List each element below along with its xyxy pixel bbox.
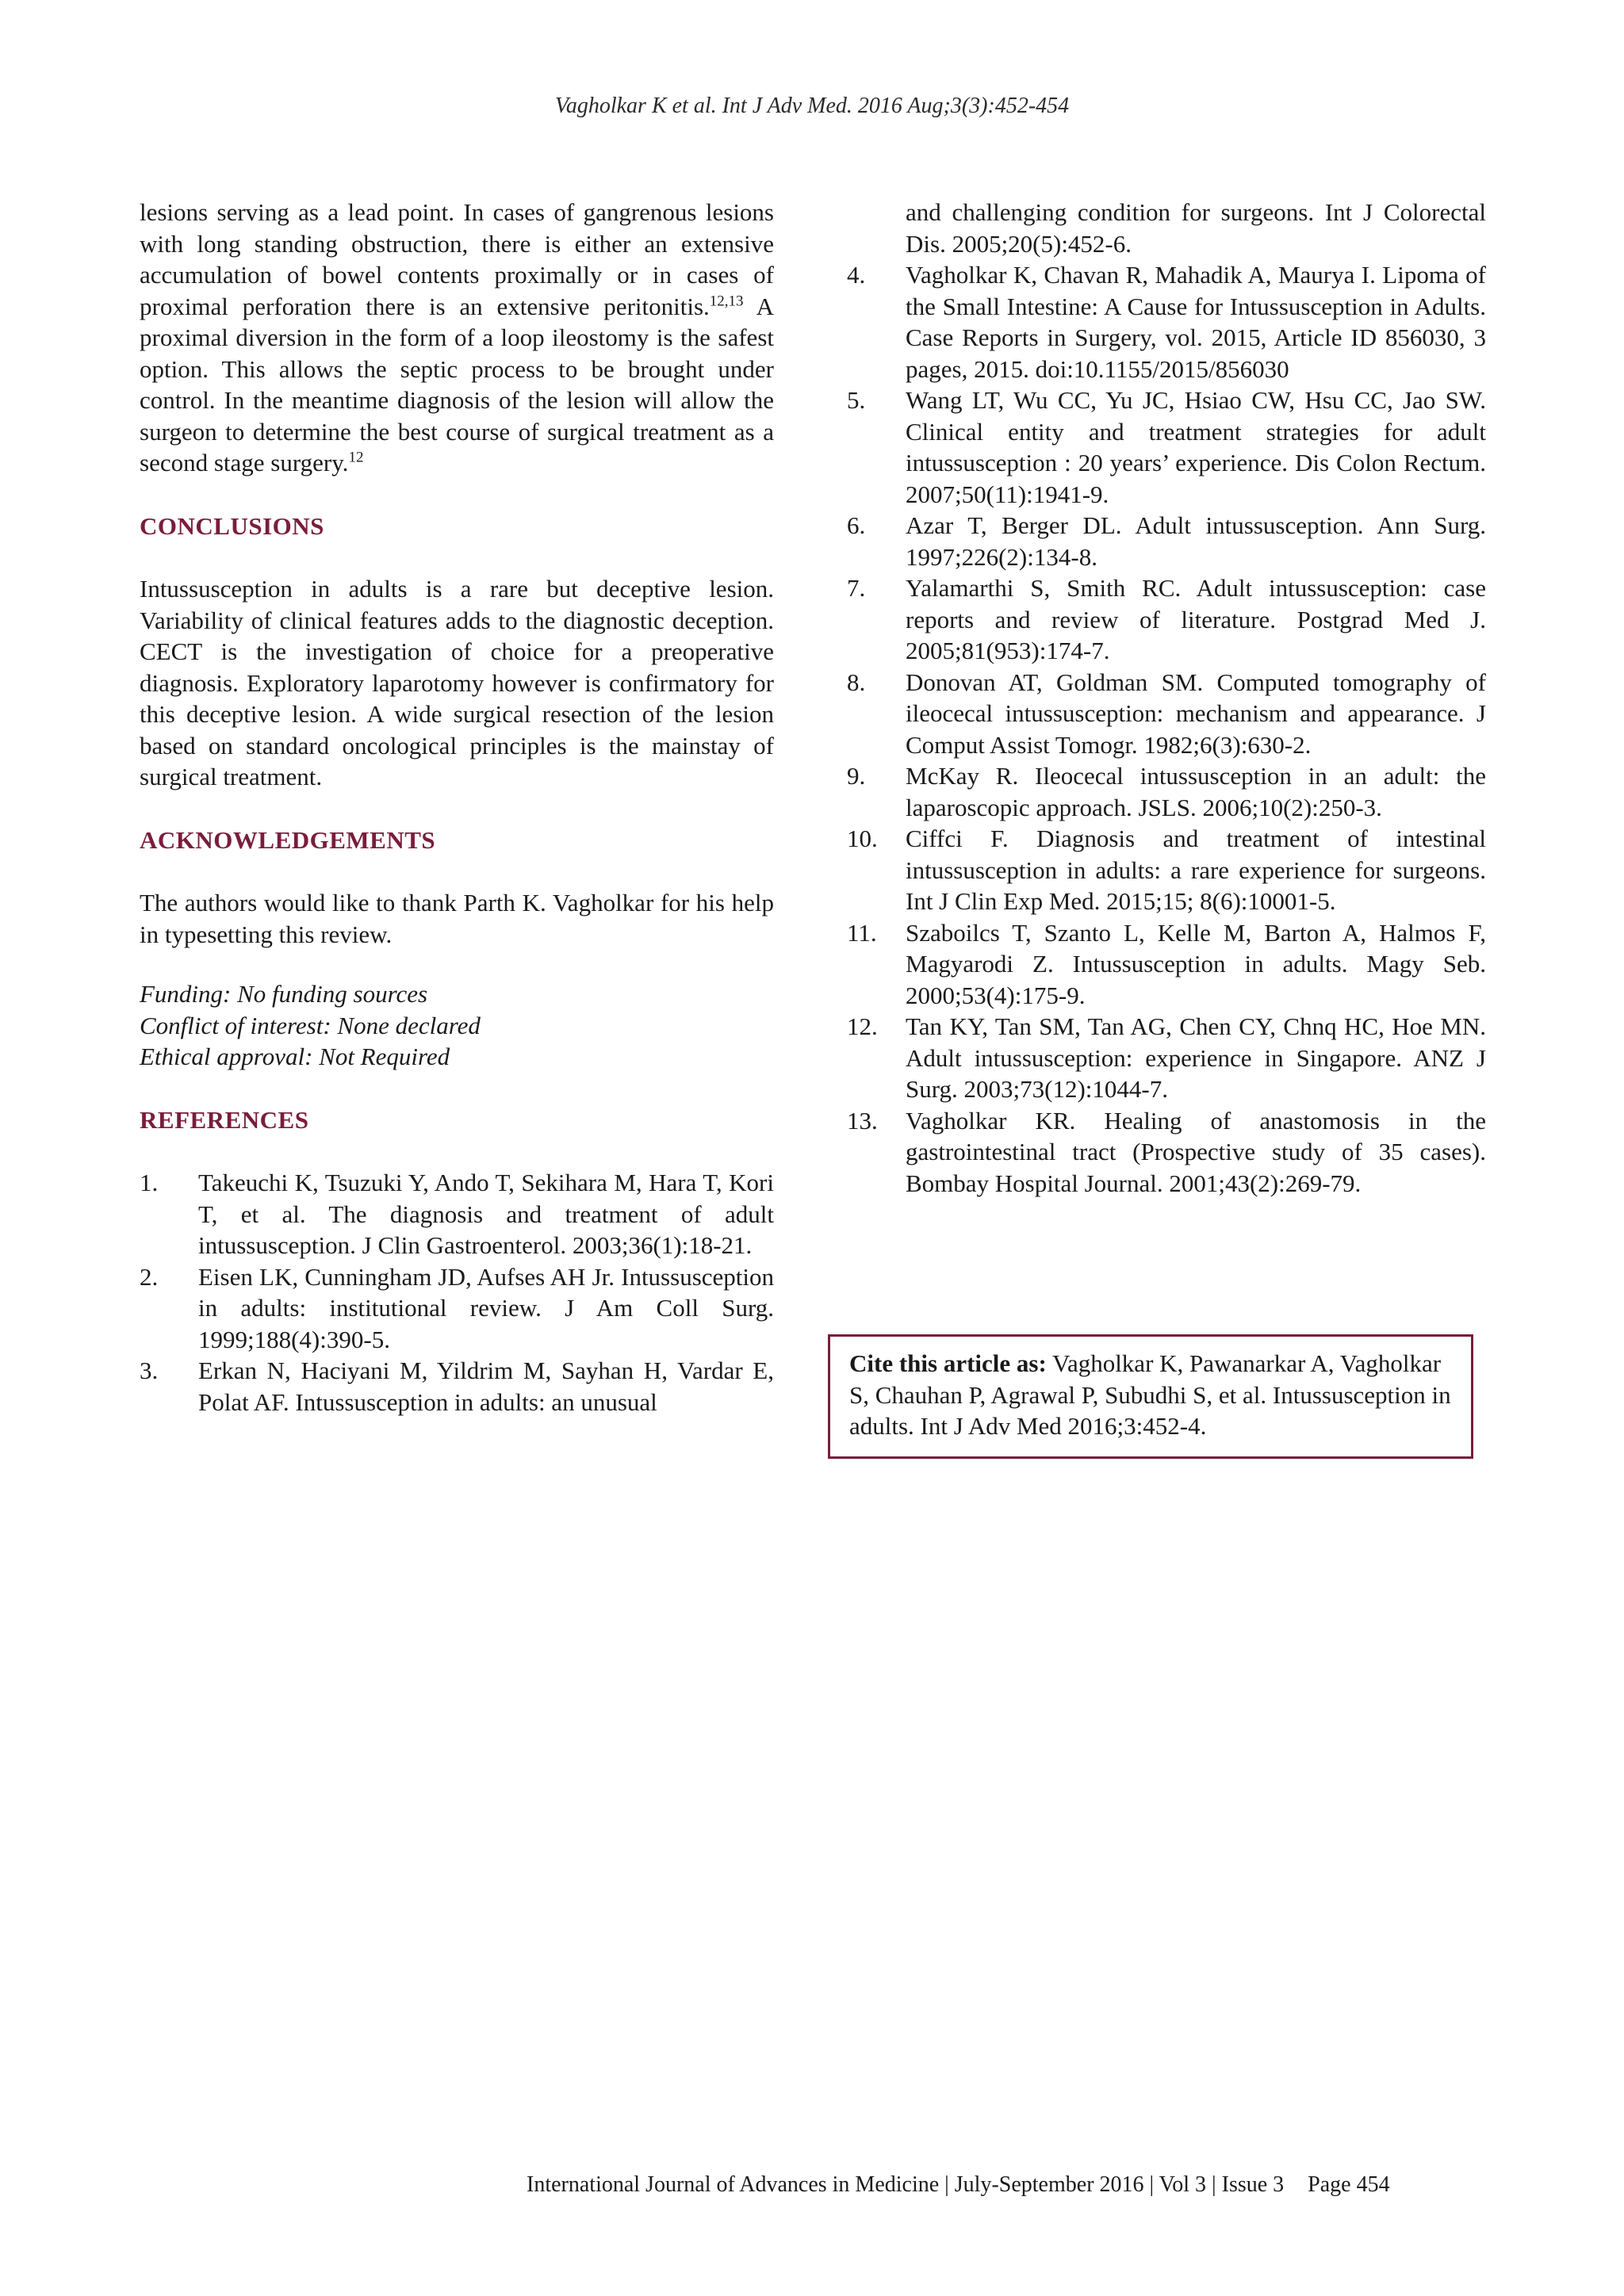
reference-number: 8. bbox=[847, 668, 866, 696]
reference-text: Vagholkar K, Chavan R, Mahadik A, Maurya I. Lipoma of the Small Intestine: A Cause for Intussusception in Adults. Case Reports in Surgery, vol. 2015, Article ID 856030, 3 pages, 2015. doi:10.1155/2015/856030 bbox=[906, 261, 1486, 383]
reference-item bbox=[847, 510, 1486, 572]
conclusions-heading: CONCLUSIONS bbox=[140, 511, 324, 540]
conflict-statement: Conflict of interest: None declared bbox=[140, 1011, 481, 1039]
reference-number: 13. bbox=[847, 1106, 878, 1135]
reference-number: 9. bbox=[847, 762, 866, 790]
cite-box-lead: Cite this article as: bbox=[849, 1349, 1047, 1377]
reference-text: Wang LT, Wu CC, Yu JC, Hsiao CW, Hsu CC, Jao SW. Clinical entity and treatment strategies for adult intussusception : 20 years’ experience. Dis Colon Rectum. 2007;50(11):1941-9. bbox=[906, 386, 1486, 508]
left-column bbox=[140, 197, 774, 1418]
reference-item bbox=[847, 760, 1486, 823]
intro-paragraph bbox=[140, 197, 774, 479]
reference-number: 12. bbox=[847, 1012, 878, 1040]
reference-text: Takeuchi K, Tsuzuki Y, Ando T, Sekihara M, Hara T, Kori T, et al. The diagnosis and treatment of adult intussusception. J Clin Gastroenterol. 2003;36(1):18-21. bbox=[198, 1169, 774, 1259]
reference-number: 2. bbox=[140, 1262, 159, 1291]
reference-item bbox=[847, 1011, 1486, 1105]
cite-article-box bbox=[828, 1334, 1473, 1459]
reference-text: Vagholkar KR. Healing of anastomosis in the gastrointestinal tract (Prospective study of 35 cases). Bombay Hospital Journal. 2001;43(2):269-79. bbox=[906, 1106, 1486, 1197]
reference-item bbox=[847, 259, 1486, 385]
reference-number: 10. bbox=[847, 825, 878, 852]
footer-page-number: Page 454 bbox=[1308, 2172, 1390, 2197]
declarations bbox=[140, 978, 774, 1073]
reference-item bbox=[140, 1167, 774, 1261]
ethics-statement: Ethical approval: Not Required bbox=[140, 1043, 450, 1070]
reference-text: Szaboilcs T, Szanto L, Kelle M, Barton A, Halmos F, Magyarodi Z. Intussusception in adults. Magy Seb. 2000;53(4):175-9. bbox=[906, 918, 1486, 1009]
cite-box-text: Vagholkar K, Pawanarkar A, Vagholkar S, Chauhan P, Agrawal P, Subudhi S, et al. Intussusception in adults. Int J Adv Med 2016;3:452-4. bbox=[849, 1349, 1451, 1440]
reference-item bbox=[847, 667, 1486, 761]
intro-text-part2: A proximal diversion in the form of a loop ileostomy is the safest option. This allows the septic process to be brought under control. In the meantime diagnosis of the lesion will allow the surgeon to determine the best course of surgical treatment as a second stage surgery. bbox=[140, 292, 774, 476]
reference-text: Donovan AT, Goldman SM. Computed tomography of ileocecal intussusception: mechanism and appearance. J Comput Assist Tomogr. 1982;6(3):630-2. bbox=[906, 668, 1486, 759]
acknowledgements-text: The authors would like to thank Parth K. Vagholkar for his help in typesetting this review. bbox=[140, 889, 774, 948]
reference-number: 11. bbox=[847, 918, 877, 947]
reference-text: McKay R. Ileocecal intussusception in an adult: the laparoscopic approach. JSLS. 2006;10(2):250-3. bbox=[906, 762, 1486, 821]
reference-number: 1. bbox=[140, 1169, 159, 1196]
reference-item bbox=[140, 1261, 774, 1356]
reference-item bbox=[847, 572, 1486, 667]
reference-text: Tan KY, Tan SM, Tan AG, Chen CY, Chnq HC, Hoe MN. Adult intussusception: experience in Singapore. ANZ J Surg. 2003;73(12):1044-7. bbox=[906, 1012, 1486, 1103]
running-header: Vagholkar K et al. Int J Adv Med. 2016 Aug;3(3):452-454 bbox=[554, 94, 1070, 118]
citation-superscript: 12,13 bbox=[709, 293, 744, 310]
reference-item bbox=[847, 917, 1486, 1012]
funding-statement: Funding: No funding sources bbox=[140, 980, 428, 1008]
reference-number: 7. bbox=[847, 574, 866, 602]
reference-item bbox=[847, 823, 1486, 917]
page-footer bbox=[527, 2172, 1390, 2198]
reference-continuation: and challenging condition for surgeons. Int J Colorectal Dis. 2005;20(5):452-6. bbox=[906, 198, 1486, 258]
footer-journal-info: International Journal of Advances in Medicine | July-September 2016 | Vol 3 | Issue 3 bbox=[527, 2172, 1285, 2197]
reference-number: 4. bbox=[847, 261, 866, 289]
acknowledgements-heading: ACKNOWLEDGEMENTS bbox=[140, 825, 436, 854]
reference-number: 5. bbox=[847, 386, 866, 414]
reference-list-left bbox=[140, 1167, 774, 1418]
reference-text: Ciffci F. Diagnosis and treatment of intestinal intussusception in adults: a rare experience for surgeons. Int J Clin Exp Med. 2015;15; 8(6):10001-5. bbox=[906, 825, 1486, 915]
citation-superscript: 12 bbox=[348, 449, 364, 466]
reference-text: Yalamarthi S, Smith RC. Adult intussusception: case reports and review of literature. Postgrad Med J. 2005;81(953):174-7. bbox=[906, 574, 1486, 664]
reference-item bbox=[847, 385, 1486, 510]
intro-text-part1: lesions serving as a lead point. In cases of gangrenous lesions with long standing obstruction, there is either an extensive accumulation of bowel contents proximally or in cases of proximal perforation there is an extensive peritonitis. bbox=[140, 198, 774, 320]
reference-number: 3. bbox=[140, 1357, 159, 1384]
conclusions-text: Intussusception in adults is a rare but deceptive lesion. Variability of clinical features adds to the diagnostic deception. CECT is the investigation of choice for a preoperative diagnosis. Exploratory laparotomy however is confirmatory for this deceptive lesion. A wide surgical resection of the lesion based on standard oncological principles is the mainstay of surgical treatment. bbox=[140, 575, 774, 790]
reference-item bbox=[140, 1355, 774, 1418]
references-heading: REFERENCES bbox=[140, 1105, 309, 1134]
reference-text: Eisen LK, Cunningham JD, Aufses AH Jr. Intussusception in adults: institutional review. J Am Coll Surg. 1999;188(4):390-5. bbox=[198, 1262, 774, 1353]
reference-text: Erkan N, Haciyani M, Yildrim M, Sayhan H, Vardar E, Polat AF. Intussusception in adults: an unusual bbox=[198, 1357, 774, 1416]
right-column bbox=[847, 197, 1486, 1199]
reference-list-right bbox=[847, 259, 1486, 1199]
reference-number: 6. bbox=[847, 511, 866, 539]
reference-text: Azar T, Berger DL. Adult intussusception. Ann Surg. 1997;226(2):134-8. bbox=[906, 511, 1486, 571]
reference-item bbox=[847, 1105, 1486, 1200]
